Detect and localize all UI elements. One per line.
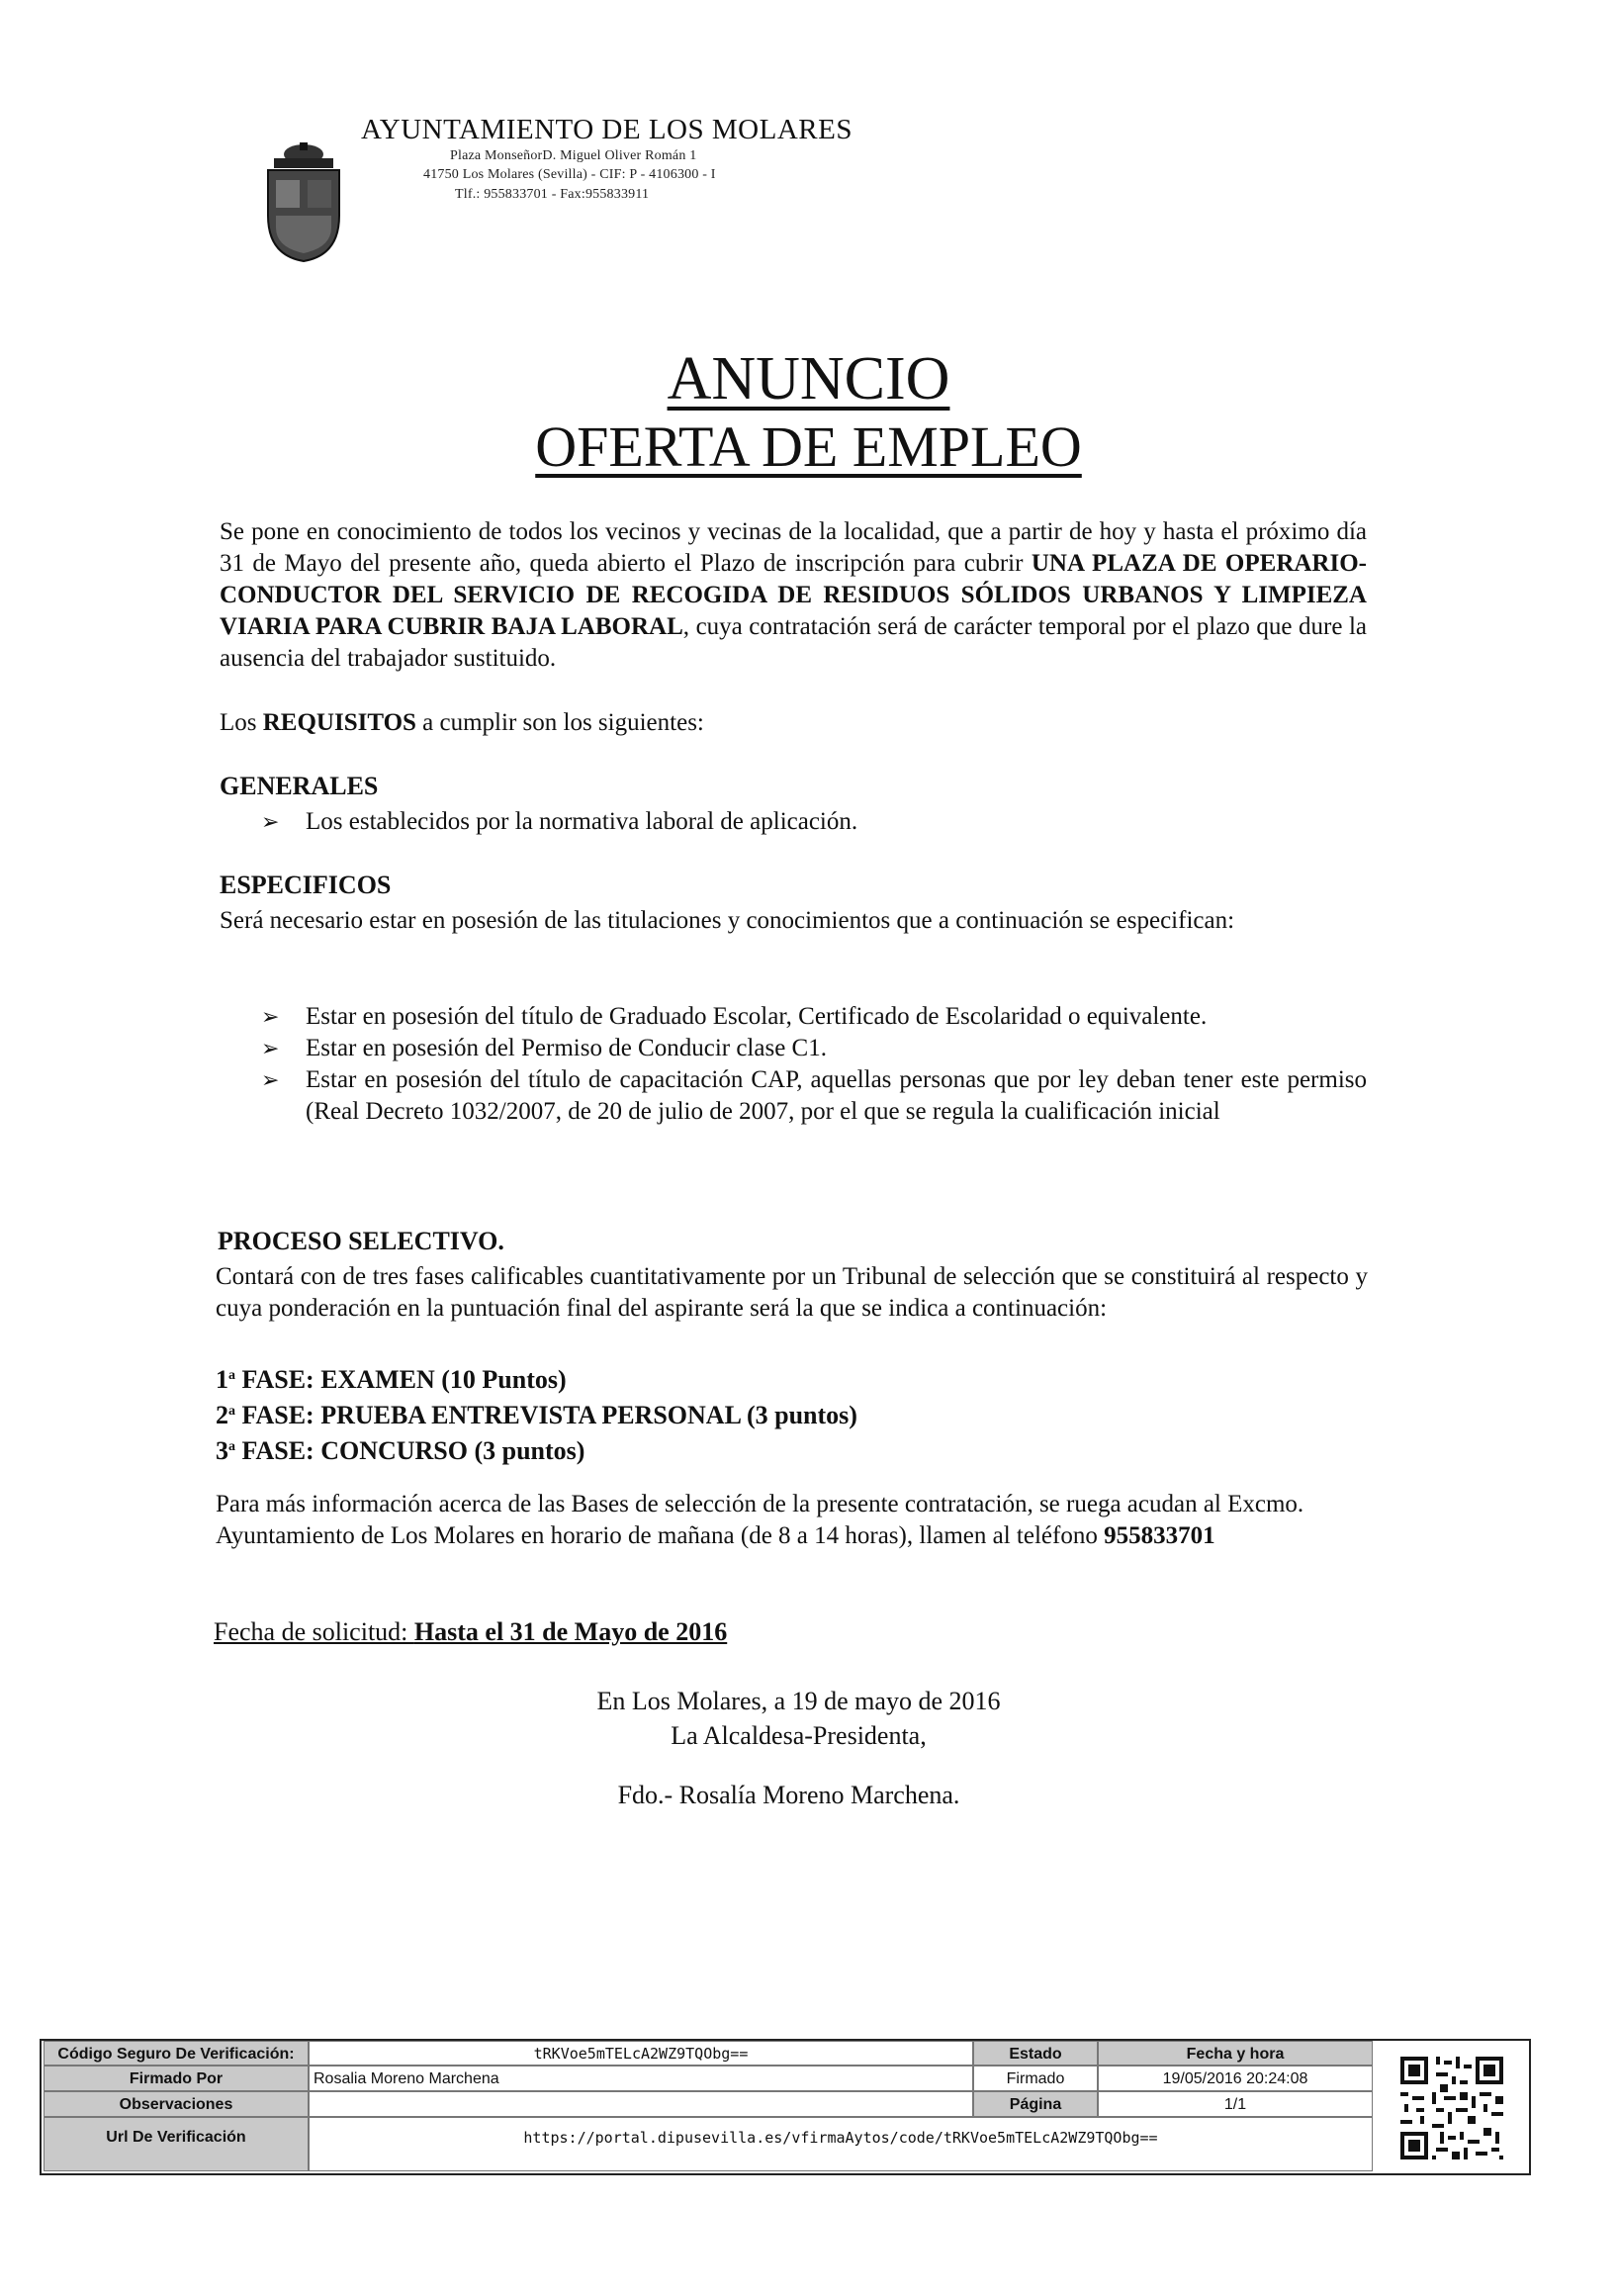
organization-address-city: 41750 Los Molares (Sevilla) - CIF: P - 4106300 - I (423, 167, 716, 182)
codigo-value: tRKVoe5mTELcA2WZ9TQObg== (309, 2041, 973, 2066)
section-heading-proceso: PROCESO SELECTIVO. (218, 1227, 504, 1255)
list-item: ➢ Estar en posesión del título de Graduado Escolar, Certificado de Escolaridad o equivalente. (220, 1001, 1367, 1033)
organization-phone-fax: Tlf.: 955833701 - Fax:955833911 (455, 187, 650, 202)
especificos-list (220, 1001, 1367, 1128)
signature-name: Fdo.- Rosalía Moreno Marchena. (617, 1781, 960, 1809)
intro-position-bold: UNA PLAZA DE OPERARIO-CONDUCTOR DEL SERVICIO DE RECOGIDA DE RESIDUOS SÓLIDOS URBANOS Y LIMPIEZA VIARIA PARA CUBRIR BAJA LABORAL (220, 550, 1367, 640)
label-codigo: Código Seguro De Verificación: (44, 2041, 309, 2066)
intro-text-end: , cuya contratación será de carácter temporal por el plazo que dure la ausencia del trabajador sustituido. (220, 613, 1367, 672)
fase-item: 3$^a$ FASE: CONCURSO (3 puntos) (216, 1436, 585, 1465)
arrow-bullet-icon: ➢ (261, 1067, 280, 1092)
list-item: ➢ Estar en posesión del Permiso de Conducir clase C1. (220, 1033, 1367, 1064)
estado-value: Firmado (973, 2066, 1098, 2091)
info-phone: 955833701 (1104, 1522, 1215, 1549)
label-pagina: Página (973, 2091, 1098, 2117)
arrow-bullet-icon: ➢ (261, 809, 280, 834)
label-url: Url De Verificación (44, 2117, 309, 2171)
label-observaciones: Observaciones (44, 2091, 309, 2117)
label-firmado-por: Firmado Por (44, 2066, 309, 2091)
organization-address: Plaza MonseñorD. Miguel Oliver Román 1 (450, 148, 697, 163)
document-title: ANUNCIO (667, 345, 950, 413)
municipal-crest-icon (262, 137, 346, 263)
arrow-bullet-icon: ➢ (261, 1004, 280, 1029)
organization-name: AYUNTAMIENTO DE LOS MOLARES (361, 114, 853, 145)
fase-item: 1$^a$ FASE: EXAMEN (10 Puntos) (216, 1365, 567, 1394)
signature-role: La Alcaldesa-Presidenta, (671, 1721, 927, 1750)
observaciones-value (309, 2091, 973, 2117)
firmado-por-value: Rosalia Moreno Marchena (309, 2066, 973, 2091)
intro-paragraph (220, 516, 1367, 675)
requisitos-line: Los REQUISITOS a cumplir son los siguientes: (220, 709, 704, 736)
info-paragraph: Para más información acerca de las Bases de selección de la presente contratación, se ruega acudan al Excmo. Ayuntamiento de Los Molares en horario de mañana (de 8 a 14 horas), llamen al teléfono 955833701 (216, 1491, 1304, 1549)
list-item: ➢ Los establecidos por la normativa laboral de aplicación. (220, 806, 1367, 838)
fecha-solicitud: Fecha de solicitud: Hasta el 31 de Mayo de 2016 (214, 1617, 728, 1646)
proceso-text: Contará con de tres fases calificables cuantitativamente por un Tribunal de selección que se constituirá al respecto y cuya ponderación en la puntuación final del aspirante será la que se indica a continuación: (216, 1263, 1368, 1322)
arrow-bullet-icon: ➢ (261, 1036, 280, 1060)
qr-code-icon (1396, 2053, 1507, 2163)
list-item: ➢ Estar en posesión del título de capacitación CAP, aquellas personas que por ley deban tener este permiso (Real Decreto 1032/2007, de 20 de julio de 2007, por el que se regula la cualificación inicial (220, 1064, 1367, 1128)
document-subtitle: OFERTA DE EMPLEO (535, 414, 1082, 479)
pagina-value: 1/1 (1098, 2091, 1373, 2117)
fases-list (216, 1360, 857, 1467)
section-heading-generales: GENERALES (220, 772, 379, 800)
section-heading-especificos: ESPECIFICOS (220, 871, 392, 899)
fecha-hora-value: 19/05/2016 20:24:08 (1098, 2066, 1373, 2091)
label-estado: Estado (973, 2041, 1098, 2066)
intro-text: Se pone en conocimiento de todos los vecinos y vecinas de la localidad, que a partir de hoy y hasta el próximo día 31 de Mayo del presente año, queda abierto el Plazo de inscripción para cubrir (220, 518, 1367, 577)
fecha-solicitud-value: Hasta el 31 de Mayo de 2016 (413, 1617, 728, 1646)
requisitos-bold: REQUISITOS (262, 709, 416, 736)
especificos-text: Será necesario estar en posesión de las titulaciones y conocimientos que a continuación se especifican: (220, 907, 1235, 934)
generales-list (220, 806, 1367, 838)
fase-item: 2$^a$ FASE: PRUEBA ENTREVISTA PERSONAL (3 puntos) (216, 1401, 857, 1429)
label-fecha-hora: Fecha y hora (1098, 2041, 1373, 2066)
verification-url-link[interactable]: https://portal.dipusevilla.es/vfirmaAytos/code/tRKVoe5mTELcA2WZ9TQObg== (309, 2117, 1373, 2171)
signature-place-date: En Los Molares, a 19 de mayo de 2016 (596, 1687, 1001, 1715)
